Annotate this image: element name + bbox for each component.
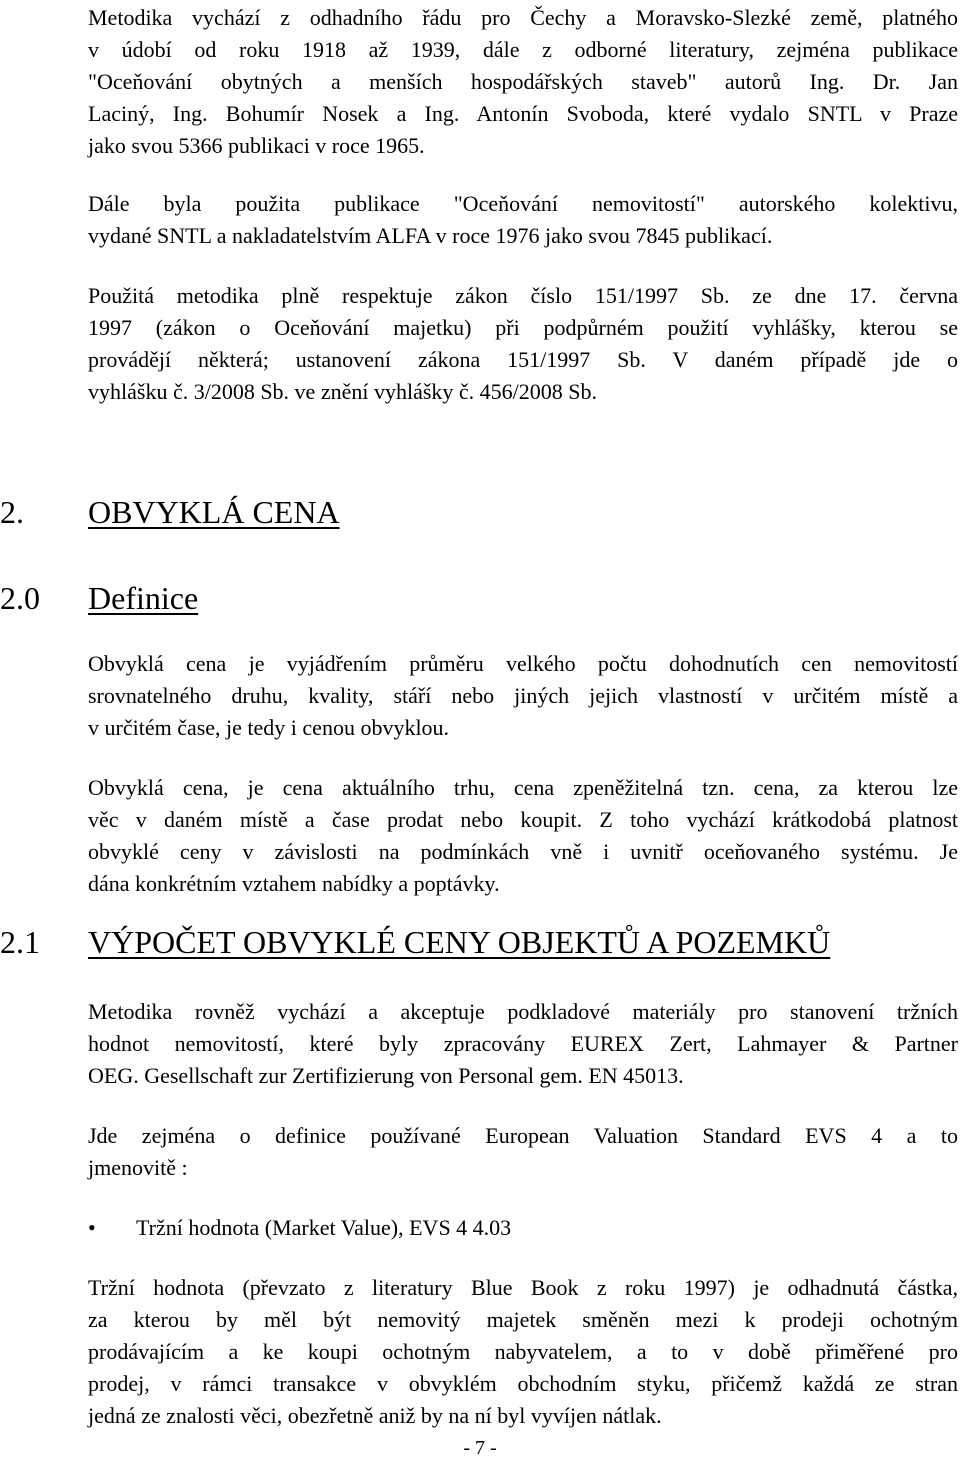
- text-line: Laciný, Ing. Bohumír Nosek a Ing. Antonín Svoboda, které vydalo SNTL v Praze: [88, 101, 958, 126]
- paragraph-market-value: [88, 1272, 958, 1432]
- text-line: vyhlášku č. 3/2008 Sb. ve znění vyhlášky č. 456/2008 Sb.: [88, 379, 598, 404]
- text-line: provádějí některá; ustanovení zákona 151/1997 Sb. V daném případě jde o: [88, 347, 958, 372]
- paragraph-methodology-sources: [88, 2, 958, 162]
- text-line: Metodika vychází z odhadního řádu pro Čechy a Moravsko-Slezké země, platného: [88, 5, 958, 30]
- text-line: v údobí od roku 1918 až 1939, dále z odborné literatury, zejména publikace: [88, 37, 958, 62]
- text-line: vydané SNTL a nakladatelstvím ALFA v roce 1976 jako svou 7845 publikací.: [88, 223, 773, 248]
- text-line: dána konkrétním vztahem nabídky a poptávky.: [88, 871, 500, 896]
- text-line: jedná ze znalosti věci, obezřetně aniž by na ní byl vyvíjen nátlak.: [88, 1403, 662, 1428]
- text-line: Použitá metodika plně respektuje zákon číslo 151/1997 Sb. ze dne 17. června: [88, 283, 958, 308]
- text-line: Jde zejména o definice používané European Valuation Standard EVS 4 a to: [88, 1123, 958, 1148]
- paragraph-definition: [88, 648, 958, 744]
- section-title: OBVYKLÁ CENA: [88, 494, 340, 530]
- text-line: Dále byla použita publikace "Oceňování nemovitostí" autorského kolektivu,: [88, 191, 958, 216]
- text-line: Obvyklá cena je vyjádřením průměru velkého počtu dohodnutích cen nemovitostí: [88, 651, 958, 676]
- text-line: jmenovitě :: [88, 1155, 188, 1180]
- paragraph-market-price: [88, 772, 958, 900]
- text-line: v určitém čase, je tedy i cenou obvyklou.: [88, 715, 450, 740]
- text-line: "Oceňování obytných a menších hospodářských staveb" autorů Ing. Dr. Jan: [88, 69, 958, 94]
- text-line: prodávajícím a ke koupi ochotným nabyvatelem, a to v době přiměřené pro: [88, 1339, 958, 1364]
- text-line: obvyklé ceny v závislosti na podmínkách vně i uvnitř oceňovaného systému. Je: [88, 839, 958, 864]
- paragraph-eurex: [88, 996, 958, 1092]
- text-line: věc v daném místě a čase prodat nebo koupit. Z toho vychází krátkodobá platnost: [88, 807, 958, 832]
- paragraph-law-reference: [88, 280, 958, 408]
- text-line: jako svou 5366 publikaci v roce 1965.: [88, 133, 425, 158]
- text-line: 1997 (zákon o Oceňování majetku) při podpůrném použití vyhlášky, kterou se: [88, 315, 958, 340]
- text-line: za kterou by měl být nemovitý majetek směněn mezi k prodeji ochotným: [88, 1307, 958, 1332]
- bullet-icon: •: [88, 1215, 96, 1240]
- text-line: prodej, v rámci transakce v obvyklém obchodním styku, přičemž každá ze stran: [88, 1371, 958, 1396]
- page-number: - 7 -: [463, 1437, 497, 1459]
- paragraph-publication: [88, 188, 958, 252]
- text-line: Tržní hodnota (převzato z literatury Blue Book z roku 1997) je odhadnutá částka,: [88, 1275, 958, 1300]
- text-line: hodnot nemovitostí, které byly zpracovány EUREX Zert, Lahmayer & Partner: [88, 1031, 958, 1056]
- bullet-text: Tržní hodnota (Market Value), EVS 4 4.03: [136, 1215, 512, 1240]
- section-title: VÝPOČET OBVYKLÉ CENY OBJEKTŮ A POZEMKŮ: [88, 924, 831, 960]
- text-line: srovnatelného druhu, kvality, stáří nebo jiných jejich vlastností v určitém místě a: [88, 683, 958, 708]
- text-line: Obvyklá cena, je cena aktuálního trhu, cena zpeněžitelná tzn. cena, za kterou lze: [88, 775, 958, 800]
- paragraph-evs: [88, 1120, 958, 1184]
- section-number: 2.0: [0, 580, 40, 616]
- section-title: Definice: [88, 580, 199, 616]
- section-number: 2.1: [0, 924, 40, 960]
- text-line: OEG. Gesellschaft zur Zertifizierung von Personal gem. EN 45013.: [88, 1063, 684, 1088]
- section-number: 2.: [0, 494, 24, 530]
- text-line: Metodika rovněž vychází a akceptuje podkladové materiály pro stanovení tržních: [88, 999, 958, 1024]
